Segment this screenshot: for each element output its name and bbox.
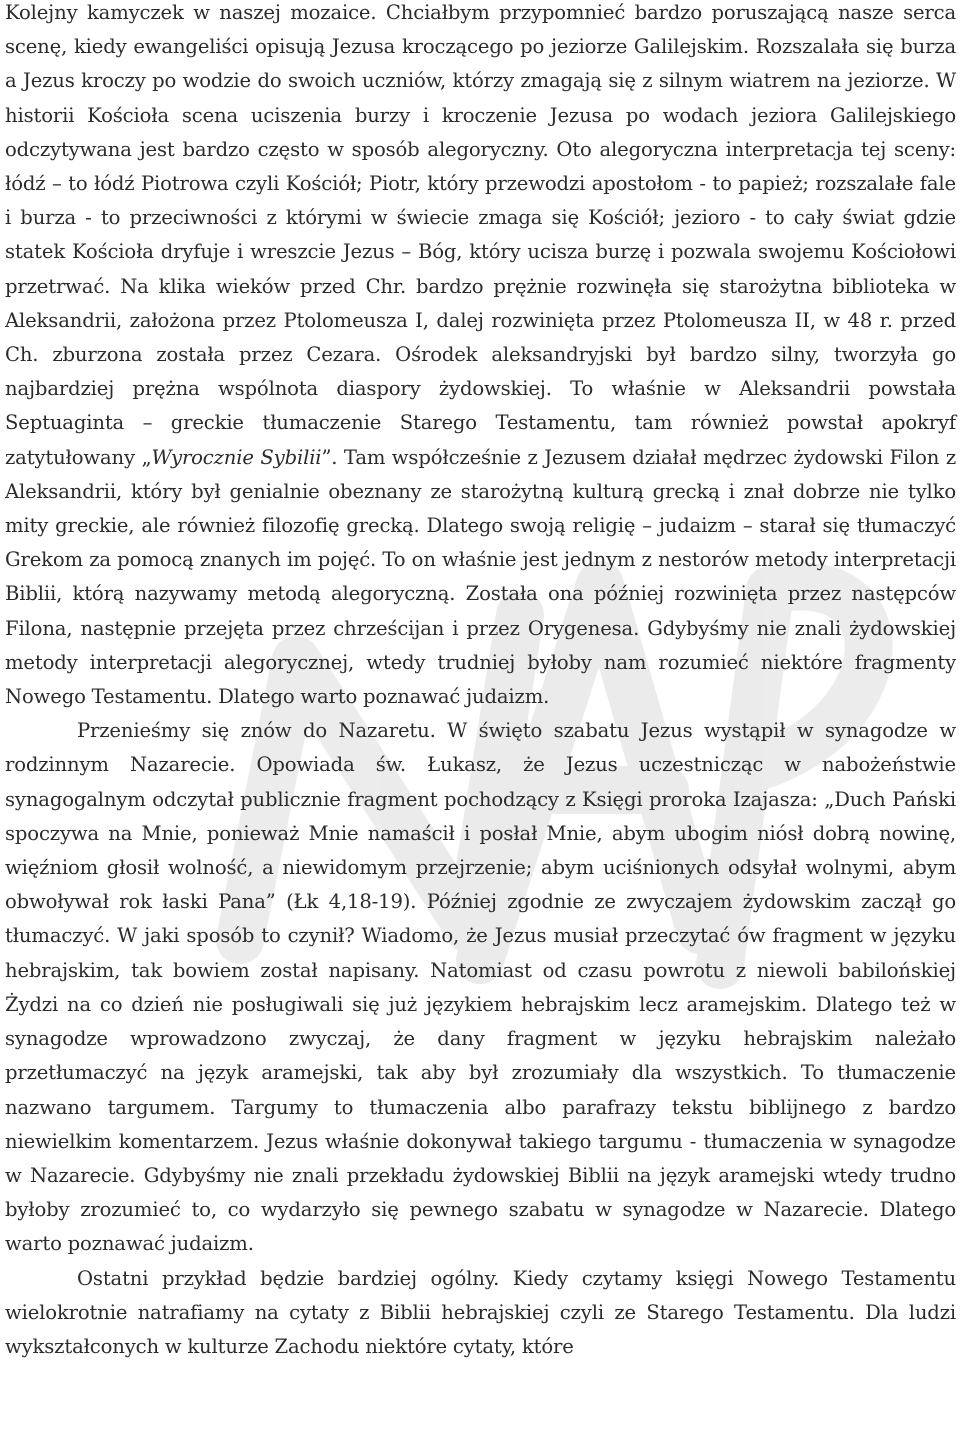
paragraph-2: Przenieśmy się znów do Nazaretu. W święto szabatu Jezus wystąpił w synagodze w rodzinnym Nazarecie. Opowiada św. Łukasz, że Jezus uczestnicząc w nabożeństwie synagogalnym odczytał publicznie fragment pochodzący z Księgi proroka Izajasza: „Duch Pański spoczywa na Mnie, ponieważ Mnie namaścił i posłał Mnie, abym ubogim niósł dobrą nowinę, więźniom głosił wolność, a niewidomym przejrzenie; abym uciśnionych odsyłał wolnymi, abym obwoływał rok łaski Pana” (Łk 4,18-19). Później zgodnie ze zwyczajem żydowskim zaczął go tłumaczyć. W jaki sposób to czynił? Wiadomo, że Jezus musiał przeczytać ów fragment w języku hebrajskim, tak bowiem został napisany. Natomiast od czasu powrotu z niewoli babilońskiej Żydzi na co dzień nie posługiwali się już językiem hebrajskim lecz aramejskim. Dlatego też w synagodze wprowadzono zwyczaj, że dany fragment w języku hebrajskim należało przetłumaczyć na język aramejski, tak aby był zrozumiały dla wszystkich. To tłumaczenie nazwano targumem. Targumy to tłumaczenia albo parafrazy tekstu biblijnego z bardzo niewielkim komentarzem. Jezus właśnie dokonywał takiego targumu - tłumaczenia w synagodze w Nazarecie. Gdybyśmy nie znali przekładu żydowskiej Biblii na język aramejski wtedy trudno byłoby zrozumieć to, co wydarzyło się pewnego szabatu w synagodze w Nazarecie. Dlatego warto poznawać judaizm. bbox=[5, 719, 956, 1256]
italic-title: Wyrocznie Sybilii bbox=[151, 445, 322, 469]
paragraph-1-part-b: ”. Tam współcześnie z Jezusem działał mędrzec żydowski Filon z Aleksandrii, który był genialnie obeznany ze starożytną kulturą grecką i znał dobrze nie tylko mity greckie, ale również filozofię grecką. Dlatego swoją religię – judaizm – starał się tłumaczyć Grekom za pomocą znanych im pojęć. To on właśnie jest jednym z nestorów metody interpretacji Biblii, którą nazywamy metodą alegoryczną. Została ona później rozwinięta przez następców Filona, następnie przejęta przez chrześcijan i przez Orygenesa. Gdybyśmy nie znali żydowskiej metody interpretacji alegorycznej, wtedy trudniej byłoby nam rozumieć niektóre fragmenty Nowego Testamentu. Dlatego warto poznawać judaizm. bbox=[5, 445, 956, 709]
paragraph-3: Ostatni przykład będzie bardziej ogólny. Kiedy czytamy księgi Nowego Testamentu wielokrotnie natrafiamy na cytaty z Biblii hebrajskiej czyli ze Starego Testamentu. Dla ludzi wykształconych w kulturze Zachodu niektóre cytaty, które bbox=[5, 1266, 956, 1358]
paragraph-1 bbox=[5, 0, 956, 714]
paragraph-1-part-a: Kolejny kamyczek w naszej mozaice. Chciałbym przypomnieć bardzo poruszającą nasze serca scenę, kiedy ewangeliści opisują Jezusa kroczącego po jeziorze Galilejskim. Rozszalała się burza a Jezus kroczy po wodzie do swoich uczniów, którzy zmagają się z silnym wiatrem na jeziorze. W historii Kościoła scena uciszenia burzy i kroczenie Jezusa po wodach jeziora Galilejskiego odczytywana jest bardzo często w sposób alegoryczny. Oto alegoryczna interpretacja tej sceny: łódź – to łódź Piotrowa czyli Kościół; Piotr, który przewodzi apostołom - to papież; rozszalałe fale i burza - to przeciwności z którymi w świecie zmaga się Kościół; jezioro - to cały świat gdzie statek Kościoła dryfuje i wreszcie Jezus – Bóg, który ucisza burzę i pozwala swojemu Kościołowi przetrwać. Na klika wieków przed Chr. bardzo prężnie rozwinęła się starożytna biblioteka w Aleksandrii, założona przez Ptolomeusza I, dalej rozwinięta przez Ptolomeusza II, w 48 r. przed Ch. zburzona została przez Cezara. Ośrodek aleksandryjski był bardzo silny, tworzyła go najbardziej prężna wspólnota diaspory żydowskiej. To właśnie w Aleksandrii powstała Septuaginta – greckie tłumaczenie Starego Testamentu, tam również powstał apokryf zatytułowany „ bbox=[5, 1, 956, 469]
